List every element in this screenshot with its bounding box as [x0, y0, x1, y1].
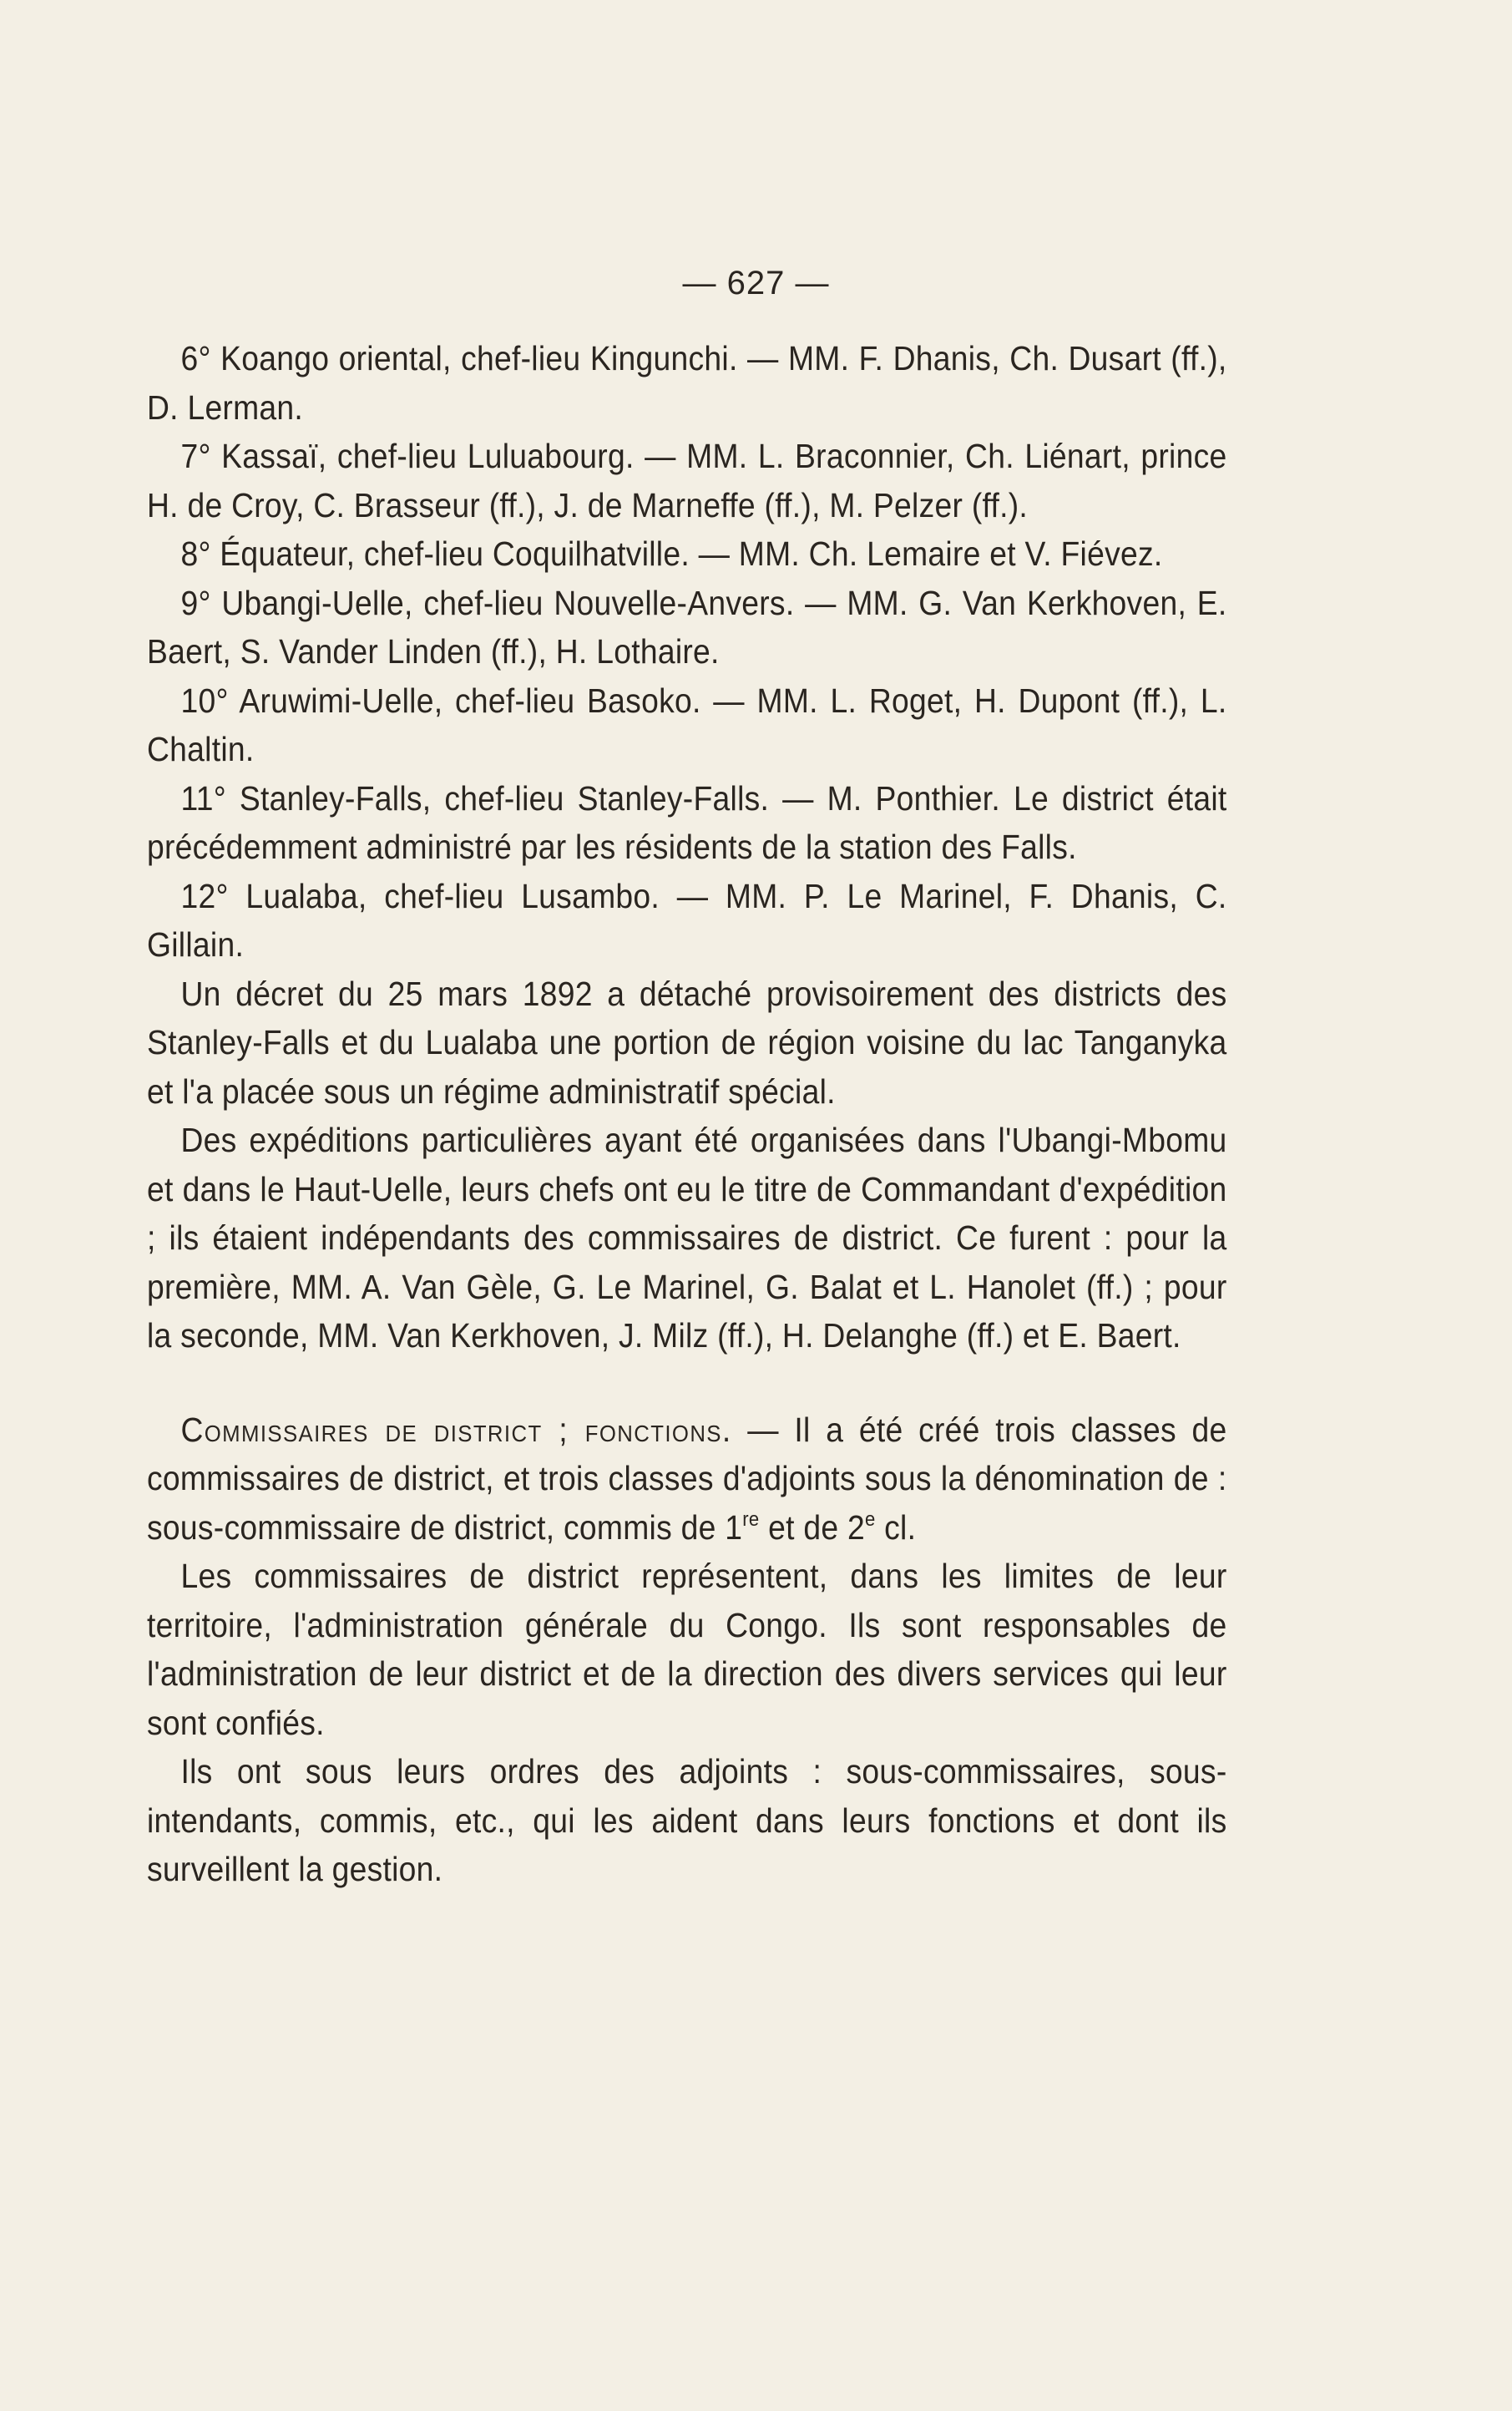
superscript-second: e: [864, 1507, 876, 1531]
district-number: 9°: [180, 583, 211, 622]
superscript-first: re: [742, 1507, 760, 1531]
district-entry-7: [147, 432, 1227, 529]
district-number: 11°: [180, 778, 226, 818]
district-text: Équateur, chef-lieu Coquilhatville. — MM. Ch. Lemaire et V. Fiévez.: [220, 534, 1163, 573]
decree-paragraph: Un décret du 25 mars 1892 a détaché provisoirement des districts des Stanley-Falls et du Lualaba une portion de région voisine du lac Tanganyka et l'a placée sous un régime administratif spécial.: [147, 974, 1227, 1111]
district-number: 7°: [180, 437, 211, 475]
section-heading: Commissaires de district ; fonctions.: [180, 1410, 732, 1449]
section-spacer: [147, 1360, 1227, 1406]
district-text: Kassaï, chef-lieu Luluabourg. — MM. L. Braconnier, Ch. Liénart, prince H. de Croy, C. Brasseur (ff.), J. de Marneffe (ff.), M. Pelzer (ff.).: [147, 437, 1227, 524]
expeditions-paragraph: Des expéditions particulières ayant été organisées dans l'Ubangi-Mbomu et dans le Haut-Uelle, leurs chefs ont eu le titre de Commandant d'expédition ; ils étaient indépendants des commissaires de district. Ce furent : pour la première, MM. A. Van Gèle, G. Le Marinel, G. Balat et L. Hanolet (ff.) ; pour la seconde, MM. Van Kerkhoven, J. Milz (ff.), H. Delanghe (ff.) et E. Baert.: [147, 1121, 1227, 1355]
district-number: 6°: [180, 339, 211, 377]
district-number: 10°: [180, 681, 229, 720]
district-text: Koango oriental, chef-lieu Kingunchi. — MM. F. Dhanis, Ch. Dusart (ff.), D. Lerman.: [147, 339, 1227, 427]
section-intro-end: cl.: [875, 1507, 917, 1547]
district-number: 8°: [180, 534, 211, 573]
section-intro-text: — Il a été créé trois classes de commissaires de district, et trois classes d'adjoints sous la dénomination de : sous-commissaire de district, commis de 1: [147, 1410, 1227, 1547]
district-number: 12°: [180, 876, 229, 915]
district-entry-11: [147, 774, 1227, 872]
district-text: Lualaba, chef-lieu Lusambo. — MM. P. Le Marinel, F. Dhanis, C. Gillain.: [147, 876, 1227, 964]
orders-paragraph: Ils ont sous leurs ordres des adjoints : sous-commissaires, sous-intendants, commis, etc., qui les aident dans leurs fonctions et dont ils surveillent la gestion.: [147, 1752, 1227, 1888]
district-text: Ubangi-Uelle, chef-lieu Nouvelle-Anvers. — MM. G. Van Kerkhoven, E. Baert, S. Vander Linden (ff.), H. Lothaire.: [147, 583, 1227, 671]
district-entry-9: [147, 579, 1227, 676]
district-text: Aruwimi-Uelle, chef-lieu Basoko. — MM. L. Roget, H. Dupont (ff.), L. Chaltin.: [147, 681, 1227, 768]
district-entry-10: [147, 676, 1227, 774]
district-entry-6: [147, 334, 1227, 432]
district-text: Stanley-Falls, chef-lieu Stanley-Falls. — M. Ponthier. Le district était précédemment administré par les résidents de la station des Falls.: [147, 778, 1227, 866]
district-entry-12: [147, 872, 1227, 970]
section-intro-paragraph: [147, 1406, 1227, 1552]
page-number: — 627 —: [682, 265, 830, 301]
body-text: [147, 334, 1227, 1894]
district-entry-8: [147, 529, 1227, 579]
represent-paragraph: Les commissaires de district représentent, dans les limites de leur territoire, l'administration générale du Congo. Ils sont responsables de l'administration de leur district et de la direction des divers services qui leur sont confiés.: [147, 1557, 1227, 1742]
section-intro-mid: et de 2: [759, 1507, 865, 1547]
